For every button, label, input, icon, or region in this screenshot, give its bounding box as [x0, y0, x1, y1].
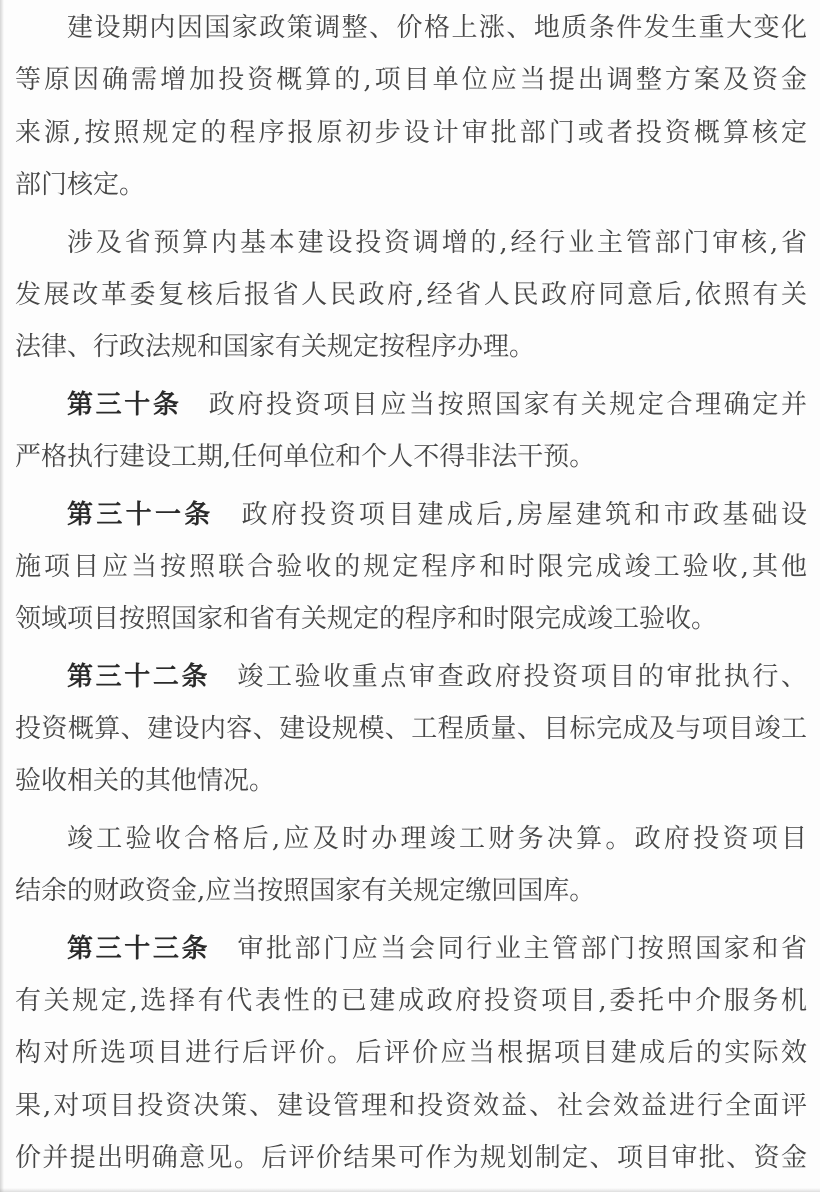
- text-line: [15, 1027, 807, 1079]
- paragraph: [15, 489, 807, 646]
- line-text: 竣工验收重点审查政府投资项目的审批执行、: [234, 661, 807, 692]
- text-line: [15, 651, 807, 703]
- line-text: 政府投资项目应当按照国家有关规定合理确定并: [206, 389, 807, 420]
- line-text: 价并提出明确意见。后评价结果可作为规划制定、项目审批、资金: [15, 1143, 807, 1174]
- line-text: 部门核定。: [15, 170, 146, 201]
- line-text: 政府投资项目建成后,房屋建筑和市政基础设: [238, 499, 807, 530]
- paragraph: [15, 651, 807, 808]
- line-text: 投资概算、建设内容、建设规模、工程质量、目标完成及与项目竣工: [15, 714, 807, 745]
- text-line: [15, 2, 807, 54]
- line-text: 竣工验收合格后,应及时办理竣工财务决算。政府投资项目: [67, 823, 807, 854]
- article-number: 第三十一条: [67, 499, 214, 530]
- text-line: [15, 159, 807, 211]
- line-text: 法律、行政法规和国家有关规定按程序办理。: [15, 332, 536, 363]
- line-text: 发展改革委复核后报省人民政府,经省人民政府同意后,依照有关: [15, 279, 807, 310]
- line-text: 建设期内因国家政策调整、价格上涨、地质条件发生重大变化: [67, 13, 807, 43]
- line-text: 果,对项目投资决策、建设管理和投资效益、社会效益进行全面评: [15, 1090, 807, 1121]
- line-text: 等原因确需增加投资概算的,项目单位应当提出调整方案及资金: [15, 65, 807, 96]
- text-line: [15, 923, 807, 975]
- line-text: 严格执行建设工期,任何单位和个人不得非法干预。: [15, 442, 596, 473]
- text-line: [15, 54, 807, 106]
- text-line: [15, 813, 807, 865]
- paragraph: [15, 813, 807, 918]
- article-number: 第三十条: [67, 389, 182, 420]
- line-text: 审批部门应当会同行业主管部门按照国家和省: [234, 933, 807, 964]
- line-text: 有关规定,选择有代表性的已建成政府投资项目,委托中介服务机: [15, 986, 807, 1017]
- paragraph: [15, 379, 807, 484]
- line-text: 结余的财政资金,应当按照国家有关规定缴回国库。: [15, 876, 596, 907]
- paragraph: [15, 217, 807, 374]
- text-line: [15, 321, 807, 373]
- line-text: 领域项目按照国家和省有关规定的程序和时限完成竣工验收。: [15, 604, 718, 635]
- article-number: 第三十三条: [67, 933, 211, 964]
- text-line: [15, 489, 807, 541]
- line-text: 构对所选项目进行后评价。后评价应当根据项目建成后的实际效: [15, 1038, 807, 1069]
- line-text: 验收相关的其他情况。: [15, 766, 276, 797]
- text-line: [15, 431, 807, 483]
- text-line: [15, 107, 807, 159]
- text-line: [15, 541, 807, 593]
- paragraph: [15, 923, 807, 1185]
- scan-bottom-edge-artifact: [0, 1188, 820, 1192]
- text-line: [15, 379, 807, 431]
- line-text: 涉及省预算内基本建设投资调增的,经行业主管部门审核,省: [67, 227, 807, 258]
- text-line: [15, 217, 807, 269]
- paragraph: [15, 2, 807, 212]
- line-text: 施项目应当按照联合验收的规定程序和时限完成竣工验收,其他: [15, 551, 807, 582]
- document-body: [15, 2, 807, 1185]
- text-line: [15, 703, 807, 755]
- text-line: [15, 975, 807, 1027]
- text-line: [15, 1132, 807, 1184]
- line-text: 来源,按照规定的程序报原初步设计审批部门或者投资概算核定: [15, 117, 807, 148]
- text-line: [15, 269, 807, 321]
- text-line: [15, 755, 807, 807]
- text-line: [15, 865, 807, 917]
- text-line: [15, 593, 807, 645]
- article-number: 第三十二条: [67, 661, 211, 692]
- text-line: [15, 1080, 807, 1132]
